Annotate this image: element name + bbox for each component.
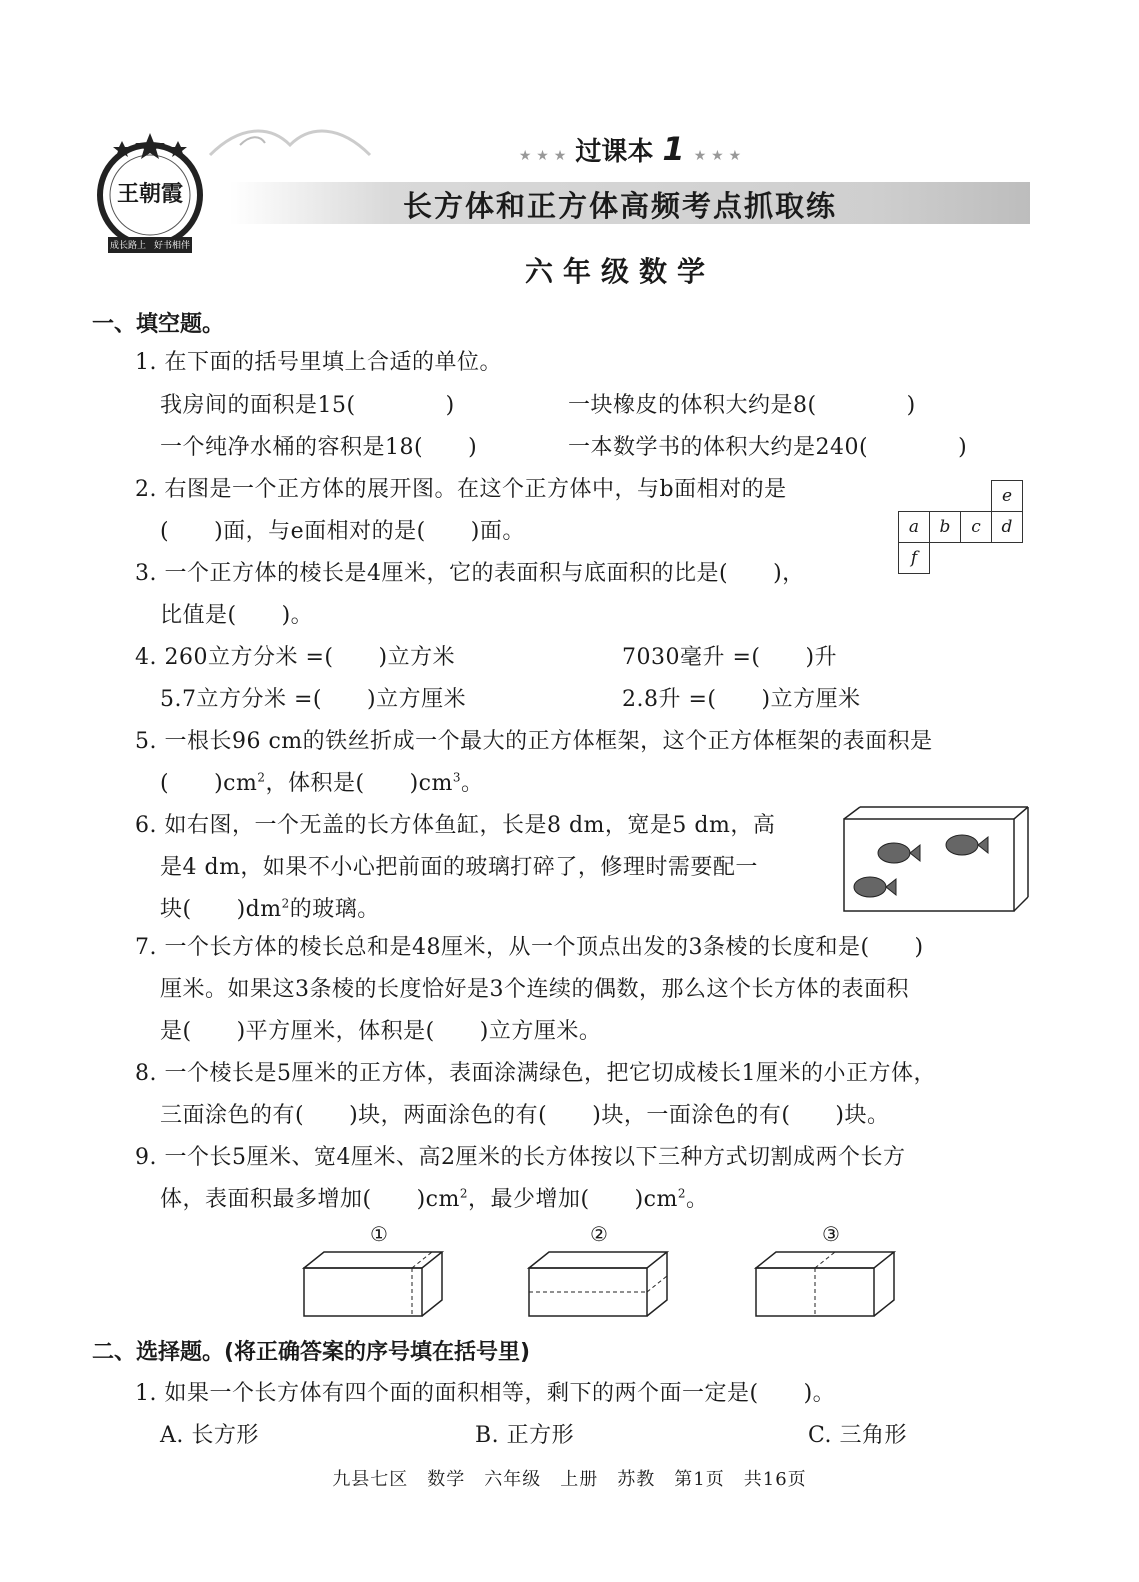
section2-heading: 二、选择题。(将正确答案的序号填在括号里): [92, 1340, 531, 1365]
net-face-d: d: [992, 512, 1023, 543]
cuboid-cut-2: [525, 1248, 675, 1320]
star-icon: ★ ★ ★: [518, 148, 567, 164]
q1-b: 一块橡皮的体积大约是8( ): [568, 393, 916, 418]
q2-line2: ( )面，与e面相对的是( )面。: [160, 519, 525, 544]
logo-motto-left: 成长路上: [110, 241, 147, 251]
q7-line1: 7. 一个长方体的棱长总和是48厘米，从一个顶点出发的3条棱的长度和是( ): [135, 935, 924, 960]
net-face-c: c: [961, 512, 992, 543]
net-face-e: e: [992, 481, 1023, 512]
fish-tank-illustration: [842, 805, 1032, 913]
q4-b: 7030毫升 =( )升: [622, 645, 838, 670]
cut-label-3: ③: [822, 1222, 840, 1246]
cut-label-1: ①: [370, 1222, 388, 1246]
logo-text: 王朝霞: [116, 181, 183, 207]
q2-line1: 2. 右图是一个正方体的展开图。在这个正方体中，与b面相对的是: [135, 477, 787, 502]
q1-d: 一本数学书的体积大约是240( ): [568, 435, 968, 460]
star-icon: ★ ★ ★: [693, 148, 742, 164]
q8-line2: 三面涂色的有( )块，两面涂色的有( )块，一面涂色的有( )块。: [160, 1103, 890, 1128]
net-face-b: b: [930, 512, 961, 543]
q7-line2: 厘米。如果这3条棱的长度恰好是3个连续的偶数，那么这个长方体的表面积: [160, 977, 909, 1002]
q5-line1: 5. 一根长96 cm的铁丝折成一个最大的正方体框架，这个正方体框架的表面积是: [135, 729, 933, 754]
q1-stem: 1. 在下面的括号里填上合适的单位。: [135, 350, 502, 375]
page-title: 长方体和正方体高频考点抓取练: [402, 189, 837, 223]
s2-q1-option-b: B. 正方形: [475, 1423, 575, 1448]
q3-line1: 3. 一个正方体的棱长是4厘米，它的表面积与底面积的比是( )，: [135, 561, 805, 586]
q9-line1: 9. 一个长5厘米、宽4厘米、高2厘米的长方体按以下三种方式切割成两个长方: [135, 1145, 906, 1170]
q6-line1: 6. 如右图，一个无盖的长方体鱼缸，长是8 dm，宽是5 dm，高: [135, 813, 776, 838]
page-footer: 九县七区 数学 六年级 上册 苏教 第1页 共16页: [332, 1469, 807, 1490]
s2-q1-option-a: A. 长方形: [160, 1423, 259, 1448]
grade-subject: 六年级数学: [524, 255, 715, 288]
q6-line3: 块( )$dm^2$的玻璃。: [160, 896, 380, 922]
net-face-a: a: [899, 512, 930, 543]
section1-heading: 一、填空题。: [92, 312, 225, 337]
q9-line2: 体，表面积最多增加( )$cm^2$，最少增加( )$cm^2$。: [160, 1186, 709, 1212]
cube-net-diagram: [898, 480, 1023, 574]
cut-label-2: ②: [590, 1222, 608, 1246]
cuboid-cut-1: [300, 1248, 450, 1320]
q8-line1: 8. 一个棱长是5厘米的正方体，表面涂满绿色，把它切成棱长1厘米的小正方体，: [135, 1061, 936, 1086]
cuboid-cut-3: [752, 1248, 902, 1320]
q6-line2: 是4 dm，如果不小心把前面的玻璃打碎了，修理时需要配一: [160, 855, 758, 880]
q4-c: 5.7立方分米 =( )立方厘米: [160, 687, 467, 712]
q7-line3: 是( )平方厘米，体积是( )立方厘米。: [160, 1019, 602, 1044]
q4-a: 4. 260立方分米 =( )立方米: [135, 645, 456, 670]
q1-c: 一个纯净水桶的容积是18( ): [160, 435, 478, 460]
q5-line2: ( )$cm^2$，体积是( )$cm^3$。: [160, 770, 484, 796]
s2-q1-stem: 1. 如果一个长方体有四个面的面积相等，剩下的两个面一定是( )。: [135, 1381, 836, 1406]
q3-line2: 比值是( )。: [160, 603, 314, 628]
series-number: 1: [662, 130, 685, 168]
q4-d: 2.8升 =( )立方厘米: [622, 687, 861, 712]
logo-motto-right: 好书相伴: [154, 241, 191, 251]
net-face-f: f: [899, 543, 930, 574]
q1-a: 我房间的面积是15( ): [160, 393, 455, 418]
s2-q1-option-c: C. 三角形: [808, 1423, 908, 1448]
series-label: ★ ★ ★ 过课本 1 ★ ★ ★: [518, 130, 742, 168]
fish-icon: [854, 835, 988, 897]
publisher-logo: [90, 125, 210, 265]
